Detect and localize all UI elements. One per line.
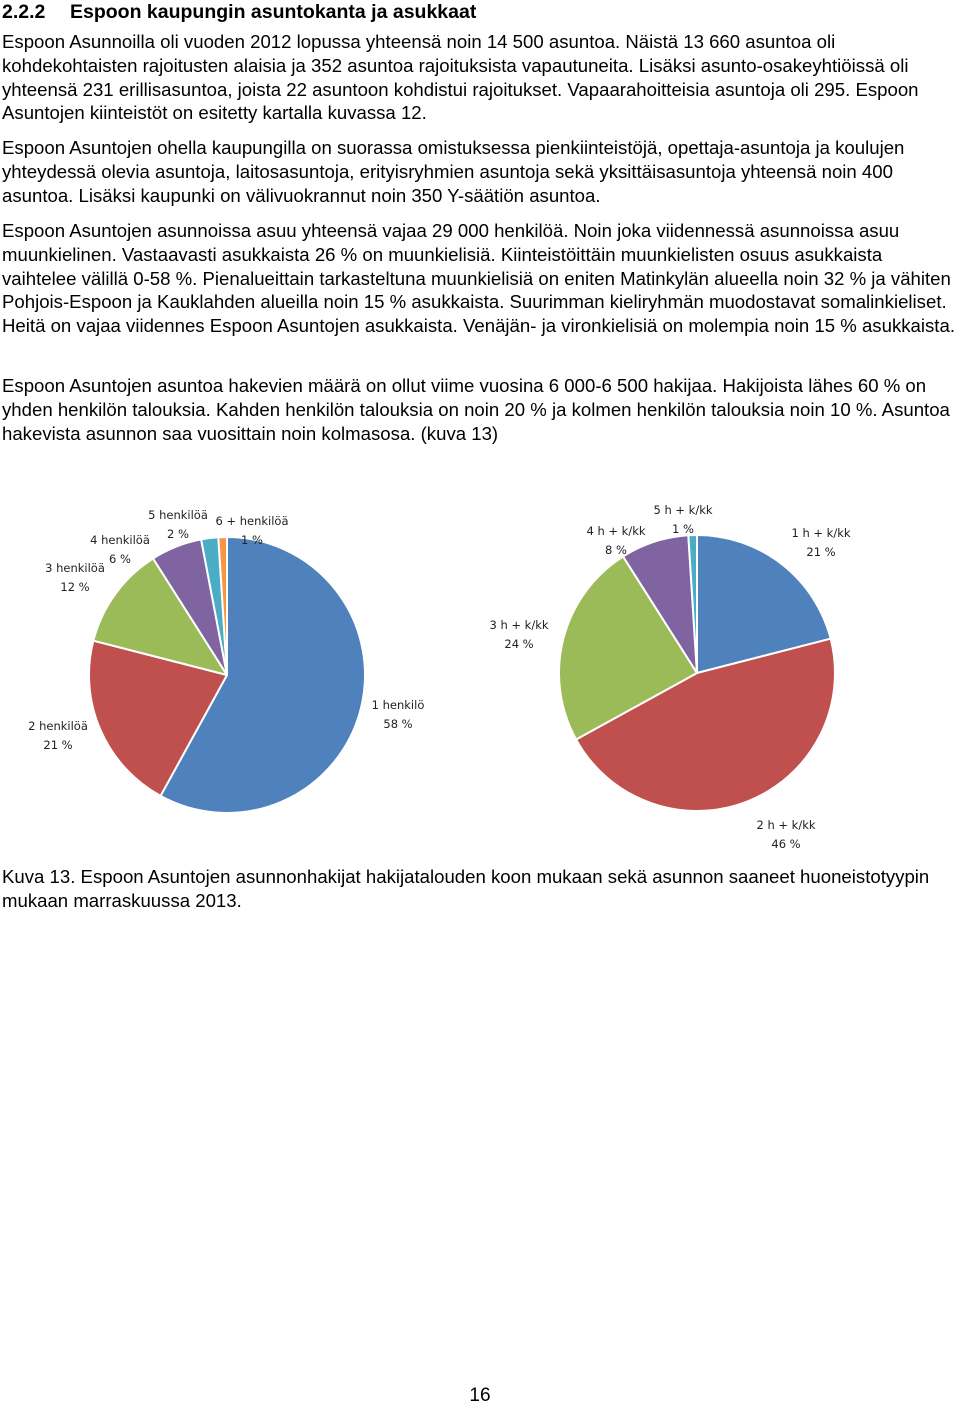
- pie-chart-apartment-type: [489, 503, 850, 851]
- pie-label-category: 4 henkilöä: [90, 533, 150, 547]
- pie-label-category: 3 h + k/kk: [489, 618, 549, 632]
- pie-label-value: 12 %: [60, 580, 90, 594]
- pie-charts: [0, 492, 960, 854]
- pie-label-category: 3 henkilöä: [45, 561, 105, 575]
- figure-13: [0, 492, 960, 854]
- pie-label-category: 6 + henkilöä: [215, 514, 289, 528]
- pie-label-value: 8 %: [605, 543, 627, 557]
- figure-caption: Kuva 13. Espoon Asuntojen asunnonhakijat hakijatalouden koon mukaan sekä asunnon saaneet huoneistotyypin mukaan marraskuussa 2013.: [2, 866, 930, 911]
- pie-label-5-h-plus-k-kk: [653, 503, 712, 536]
- pie-label-value: 2 %: [167, 527, 189, 541]
- pie-label-category: 1 henkilö: [371, 698, 425, 712]
- pie-label-2-henkilöä: [28, 719, 88, 752]
- pie-label-category: 1 h + k/kk: [791, 526, 851, 540]
- pie-label-3-henkilöä: [45, 561, 105, 594]
- paragraph-housing-stock: Espoon Asunnoilla oli vuoden 2012 lopussa yhteensä noin 14 500 asuntoa. Näistä 13 660 asuntoa oli kohdekohtaisten rajoitusten alaisia ja 352 asuntoa rajoituksista vapautuneita. Lisäksi asunto-osakeyhtiöissä oli yhteensä 231 erillisasuntoa, joista 22 asuntoon kohdistui rajoitukset. Vapaarahoitteisia asuntoja oli 295. Espoon Asuntojen kiinteistöt on esitetty kartalla kuvassa 12.: [2, 31, 919, 124]
- pie-label-3-h-plus-k-kk: [489, 618, 548, 651]
- paragraph-applicants: Espoon Asuntojen asuntoa hakevien määrä on ollut viime vuosina 6 000-6 500 hakijaa. Hakijoista lähes 60 % on yhden henkilön talouksia. Kahden henkilön talouksia on noin 20 % ja kolmen henkilön talouksia noin 10 %. Asuntoa hakevista asunnon saa vuosittain noin kolmasosa. (kuva 13): [2, 375, 950, 444]
- pie-label-value: 21 %: [806, 545, 836, 559]
- pie-label-value: 58 %: [383, 717, 413, 731]
- pie-label-1-henkilö: [372, 698, 425, 731]
- pie-label-2-h-plus-k-kk: [756, 818, 815, 851]
- pie-label-value: 46 %: [771, 837, 801, 851]
- pie-label-category: 2 h + k/kk: [756, 818, 816, 832]
- pie-label-1-h-plus-k-kk: [791, 526, 850, 559]
- pie-label-category: 2 henkilöä: [28, 719, 88, 733]
- pie-label-value: 6 %: [109, 552, 131, 566]
- pie-chart-household-size: [28, 508, 424, 813]
- pie-label-value: 24 %: [504, 637, 534, 651]
- section-heading: [2, 0, 476, 24]
- pie-label-value: 1 %: [672, 522, 694, 536]
- section-title: Espoon kaupungin asuntokanta ja asukkaat: [70, 1, 477, 23]
- pie-label-value: 21 %: [43, 738, 73, 752]
- page-number: 16: [469, 1385, 491, 1406]
- paragraph-city-owned-housing: Espoon Asuntojen ohella kaupungilla on suorassa omistuksessa pienkiinteistöjä, opettaja-asuntoja ja koulujen yhteydessä olevia asuntoja, laitosasuntoja, erityisryhmien asuntoja sekä yksittäisasuntoja yhteensä noin 400 asuntoa. Lisäksi kaupunki on välivuokrannut noin 350 Y-säätiön asuntoa.: [2, 137, 905, 206]
- pie-label-5-henkilöä: [148, 508, 208, 541]
- pie-label-value: 1 %: [241, 533, 263, 547]
- paragraph-residents: Espoon Asuntojen asunnoissa asuu yhteensä vajaa 29 000 henkilöä. Noin joka viidennessä asunnoissa asuu muunkielinen. Vastaavasti asukkaista 26 % on muunkielisiä. Kiinteistöittäin muunkielisten osuus asukkaista vaihtelee välillä 0-58 %. Pienalueittain tarkasteltuna muunkielisiä on eniten Matinkylän alueella noin 32 % ja vähiten Pohjois-Espoon ja Kauklahden alueilla noin 15 % asukkaista. Suurimman kieliryhmän muodostavat somalinkieliset. Heitä on vajaa viidennes Espoon Asuntojen asukkaista. Venäjän- ja vironkielisiä on molempia noin 15 % asukkaista.: [2, 220, 955, 337]
- pie-label-category: 5 henkilöä: [148, 508, 208, 522]
- section-number: 2.2.2: [2, 1, 46, 23]
- pie-label-category: 5 h + k/kk: [653, 503, 713, 517]
- pie-label-category: 4 h + k/kk: [586, 524, 646, 538]
